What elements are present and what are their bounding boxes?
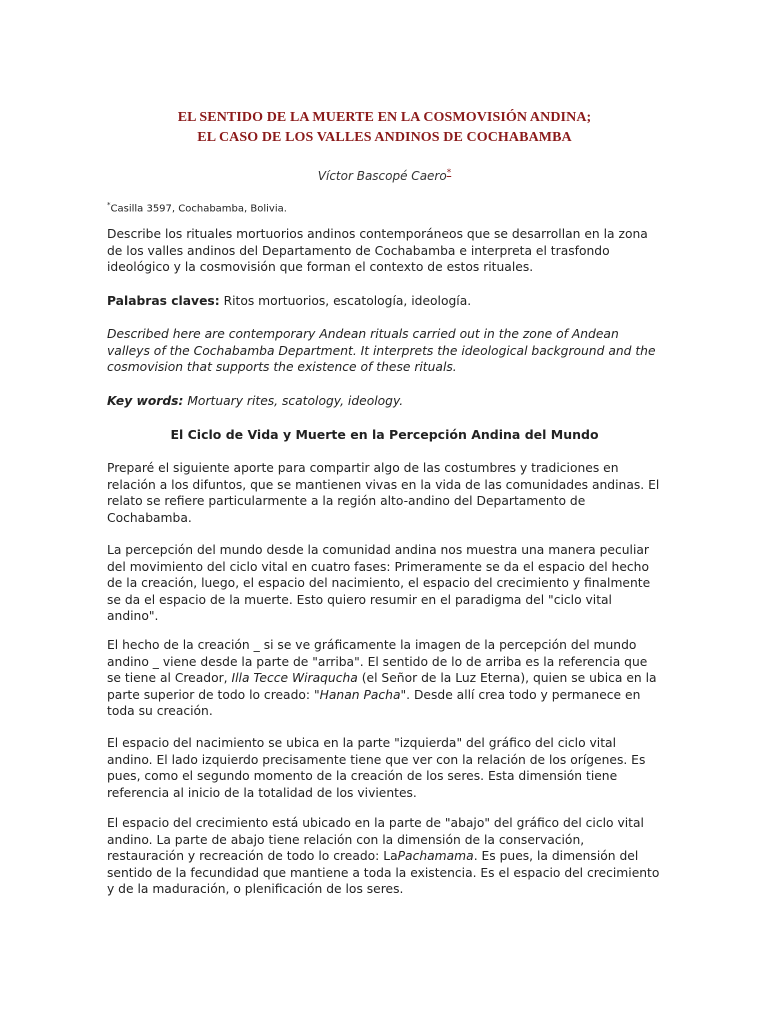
paragraph-5-part-c: . Es pues, la dimensión del sentido de la fecundidad que mantiene a toda la existencia. Es el espacio del crecimiento y de la maduración, o plenificación de los seres. [107,849,660,897]
author-line [107,164,662,185]
paragraph-2: La percepción del mundo desde la comunidad andina nos muestra una manera peculiar del movimiento del ciclo vital en cuatro fases: Primeramente se da el espacio del hecho de la creación, luego, el espacio del nacimiento, el espacio del crecimiento y finalmente se da el espacio de la muerte. Esto quiero resumir en el paradigma del "ciclo vital andino". [107,543,651,624]
paragraph-3 [107,637,662,720]
title-line-2: EL CASO DE LOS VALLES ANDINOS DE COCHABAMBA [197,130,572,145]
paragraph-3-part-c: (el Señor de la Luz Eterna), quien se ubica en la parte superior de todo lo creado: " [107,671,657,702]
paragraph-1: Preparé el siguiente aporte para compartir algo de las costumbres y tradiciones en relación a los difuntos, que se mantienen vivas en la vida de las comunidades andinas. El relato se refiere particularmente a la región alto-andino del Departamento de Cochabamba. [107,461,660,525]
keywords-english [107,393,662,410]
keywords-spanish [107,293,662,310]
affiliation-marker: * [107,201,111,209]
affiliation [107,197,287,217]
abstract-spanish: Describe los rituales mortuorios andinos contemporáneos que se desarrollan en la zona de los valles andinos del Departamento de Cochabamba e interpreta el trasfondo ideológico y la cosmovisión que forman el contexto de estos rituales. [107,227,648,275]
keywords-english-text: Mortuary rites, scatology, ideology. [183,394,404,408]
paragraph-3-hanan-pacha: Hanan Pacha [319,687,401,702]
document-title [107,108,662,148]
affiliation-text: Casilla 3597, Cochabamba, Bolivia. [110,203,287,215]
author-footnote-link[interactable]: * [446,168,452,178]
paragraph-3-part-e: ". Desde allí crea todo y permanece en toda su creación. [107,687,641,719]
abstract-english: Described here are contemporary Andean rituals carried out in the zone of Andean valleys of the Cochabamba Department. It interprets the ideological background and the cosmovision that supports the existence of these rituals. [107,327,656,375]
paragraph-3-part-a: El hecho de la creación _ si se ve gráficamente la imagen de la percepción del mundo andino _ viene desde la parte de "arriba". El sentido de lo de arriba es la referencia que se tiene al Creador, [107,638,648,686]
keywords-spanish-text: Ritos mortuorios, escatología, ideología. [219,294,472,308]
keywords-spanish-label: Palabras claves: [107,294,220,308]
author-name: Víctor Bascopé Caero [317,169,447,183]
paragraph-5 [107,815,662,898]
title-line-1: EL SENTIDO DE LA MUERTE EN LA COSMOVISIÓN ANDINA; [177,110,592,125]
paragraph-5-part-a: El espacio del crecimiento está ubicado en la parte de "abajo" del gráfico del ciclo vital andino. La parte de abajo tiene relación con la dimensión de la conservación, restauración y recreación de todo lo creado: La [107,816,644,864]
paragraph-3-creator-name: Illa Tecce Wiraqucha [231,671,358,686]
paragraph-4: El espacio del nacimiento se ubica en la parte "izquierda" del gráfico del ciclo vital andino. El lado izquierdo precisamente tiene que ver con la relación de los orígenes. Es pues, como el segundo momento de la creación de los seres. Esta dimensión tiene referencia al inicio de la totalidad de los vivientes. [107,736,646,800]
paragraph-5-pachamama: Pachamama [397,849,474,864]
section-heading: El Ciclo de Vida y Muerte en la Percepción Andina del Mundo [170,427,599,442]
keywords-english-label: Key words: [107,394,184,408]
